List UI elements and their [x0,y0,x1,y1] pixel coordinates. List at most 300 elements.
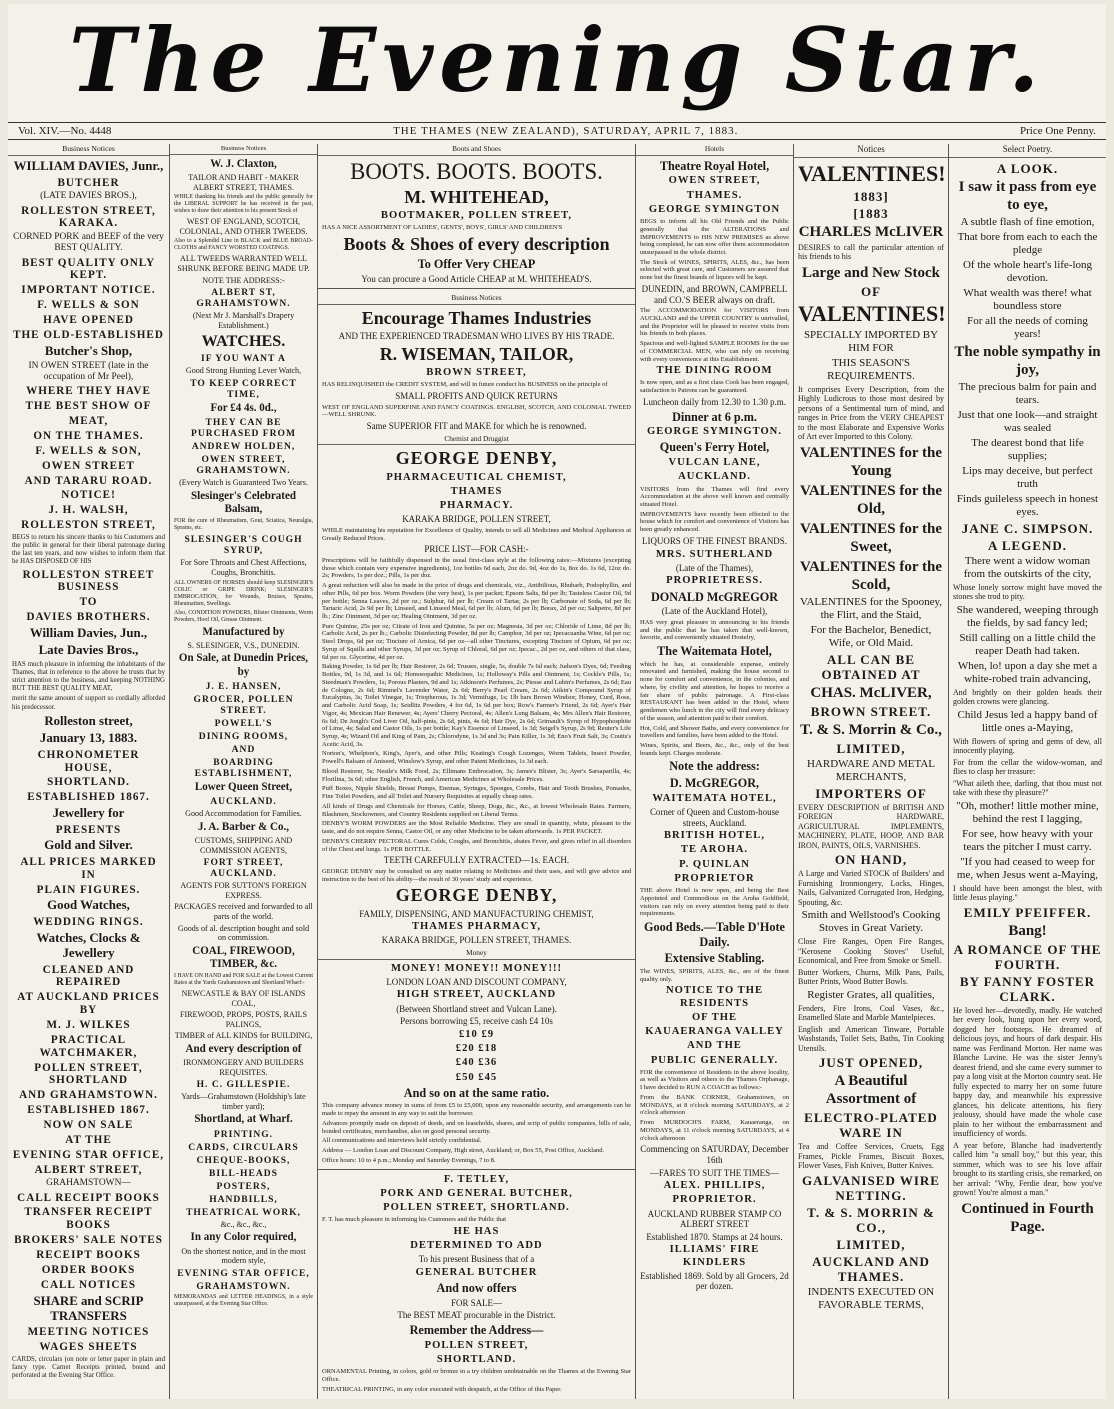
ad-text: CLEANED AND REPAIRED [42,963,135,989]
masthead [8,4,1106,122]
ad-text: PRINTING. [213,1128,274,1140]
ad-text: The ACCOMMODATION for VISITORS from AUCKLAND and the UPPER COUNTRY is unrivalled, and the Proprietor will be pleased to receive visits from his friends in both places. [640,307,789,338]
ad-text: OWEN STREET, [668,175,761,187]
ad-text: Address — London Loan and Discount Company, High street, Auckland; or, Box 55, Post Office, Auckland. [322,1147,605,1155]
ad-text: VALENTINES for the Young [800,444,942,479]
ad-text: (Late of the Thames), [675,562,754,573]
ad-text: J. E. HANSEN, [205,680,282,692]
ad-text: GALVANISED WIRE NETTING. [802,1172,940,1203]
ad-text: POWELL'S [214,717,273,729]
ad-text: WILLIAM DAVIES, Junr., [13,159,164,174]
ad-text: Pure Quinine, 25s per oz; Citrate of Iron and Quinine, 5s per oz; Magnesia, 3d per oz; Chloride of Lime, 8d per lb; Carbolic Acid, 2s per lb.; Carbolic Disinfecting Powder, 8d per lb; Camphor, 3d per oz; Ipecacuanha Wine, 6d per oz; Steel Drops, 6d per oz; Tincture of Arnica, 6d per oz—all other Tinctures, excepting Tincture of Opium, 6d per oz; Syrup of Squills and other Syrups, 3d per oz; Syrup of Chloral, 6d per oz; Ipecac., 2d per oz, and others of that class, 6d per oz. Glycerine, 4d per oz. [322,622,631,661]
ad-text: PORK AND GENERAL BUTCHER, [380,1187,573,1199]
ad-text: AT THE [65,1133,112,1146]
ad-text: For the Bachelor, Benedict, Wife, or Old Maid. [810,623,932,649]
ad-text: THEY CAN BE PURCHASED FROM [191,417,296,440]
ad-text: A subtle flash of fine emotion, [960,215,1095,228]
ad-text: A LOOK. [996,160,1059,176]
ad-text: Corner of Queen and Custom-house streets, Auckland. [649,806,780,828]
place-and-date: THE THAMES (NEW ZEALAND), SATURDAY, APRIL 7, 1883. [393,125,739,137]
ad-text: Office hours: 10 to 4 p.m.; Monday and Saturday Evenings, 7 to 8. [322,1156,496,1164]
ad-text: BEGS to return his sincere thanks to his Customers and the public in general for their liberal patronage during the last ten years, and now wishes to inform them that he HAS DISPOSED OF HIS [12,534,165,566]
ad-text: Good Watches, [47,898,130,913]
ad-text: SLESINGER'S COUGH SYRUP, [184,534,303,557]
ad-text: On the shortest notice, and in the most modern style, [181,1246,306,1266]
ad-text: For see, how heavy with your tears the pitcher I must carry. [962,827,1093,853]
ad-text: ALBERT ST, GRAHAMSTOWN. [196,287,291,310]
ad-text: GENERAL BUTCHER [415,1266,538,1278]
ad-text: PROPRIETOR. [672,1194,757,1206]
ad-text: VALENTINES! [798,300,946,326]
ad-text: POLLEN STREET, [424,1339,529,1351]
ad-text: T. & S. Morrin & Co., [800,721,942,738]
section-header: Business Notices [170,144,317,155]
ad-text: AND GRAHAMSTOWN. [19,1089,158,1102]
ad-text: Persons borrowing £5, receive cash £4 10s [400,1016,553,1027]
ad-text: DINING ROOMS, [198,730,289,742]
ad-text: CHRONOMETER HOUSE, [37,748,140,774]
ad-text: "Oh, mother! little mother mine, behind the rest I lagging, [956,799,1099,825]
ad-text: ROLLESTON STREET BUSINESS [22,568,155,594]
ad-text: &c., &c., &c., [220,1219,267,1229]
ad-text: ORDER BOOKS [41,1263,136,1276]
ad-text: Manufactured by [202,625,285,638]
ad-text: Good Beds.—Table D'Hote Daily. [644,919,785,949]
ad-text: I should have been amongst the blest, with little Jesus playing." [953,883,1102,902]
ad-text: HAS RELINQUISHED the CREDIT SYSTEM, and will in future conduct his BUSINESS on the principle of [322,381,608,389]
section-header: Chemist and Druggist [318,434,635,446]
ad-text: Norton's, Whelpton's, King's, Ayer's, and other Pills; Keating's Cough Lozenges, Worm Tablets, Insect Powder, Powell's Balsam of Aniseed, Winslow's Syrup, and other Patent Medicines, 1s 3d each. [322,750,631,766]
ad-text: PRICE LIST—FOR CASH:- [424,544,529,555]
ad-text: Queen's Ferry Hotel, [659,440,770,455]
ad-text: And brightly on their golden heads their golden crowns were glancing. [953,687,1102,706]
ad-text: WAITEMATA HOTEL, [652,792,777,804]
ad-text: M. WHITEHEAD, [404,186,549,207]
ad-text: ESTABLISHED 1867. [27,1104,150,1117]
ad-text: CARDS, circulars (on note or letter paper in plain and fancy type. Carnet Receipts printed, bound and perforated at the Evening Star Office. [12,1356,165,1380]
ad-text: £20 £18 [455,1043,498,1055]
ad-text: WAGES SHEETS [39,1341,138,1354]
ad-text: THE above Hotel is now open, and being the Best Appointed and Commodious on the Aroha Goldfield, visitors can rely on every attention being paid to their requirements. [640,887,789,918]
ad-text: GEORGE DENBY, [395,885,558,906]
ad-text: WATCHES. [201,333,286,351]
ad-text: RECEIPT BOOKS [36,1249,141,1262]
ad-text: CHEQUE-BOOKS, [196,1154,291,1166]
ad-text: NEWCASTLE & BAY OF ISLANDS COAL, [181,989,306,1008]
ad-text: DENBY'S WORM POWDERS are the Most Reliable Medicine. They are small in quantity, white, pleasant to the taste, and do not require Senna, Castor Oil, or any other Medicine to be taken afterwards. 1s PER PACKET. [322,820,631,836]
ad-text: FORT STREET, AUCKLAND. [203,857,284,880]
ad-text: IMPORTERS OF [815,785,927,801]
ad-text: From MURDOCH'S FARM, Kauaeranga, on MONDAYS, at 11 o'clock morning SATURDAYS, at 4 o'clock afternoon [640,1119,789,1142]
ad-text: GROCER, POLLEN STREET. [193,693,294,716]
column-5 [794,144,949,1399]
ad-text: BRITISH HOTEL, [663,830,765,842]
ad-text: Also, CONDITION POWDERS, Blister Ointments, Worm Powders, Hoof Oil, Grease Ointment. [174,609,313,623]
ad-text: When, lo! upon a day she met a white-robed train advancing, [957,659,1098,685]
ad-text: 1883] [853,188,889,204]
ad-text: WHILE thanking his friends and the public generally for the LIBERAL SUPPORT he has received in the past, wishes to draw their attention to his present Stock of [174,194,313,215]
ad-text: (Next Mr J. Marshall's Drapery Establishment.) [192,311,295,330]
ad-text: Wines, Spirits, and Beers, &c., &c., only of the best brands kept. Charges moderate. [640,741,789,757]
ad-text: EVENING STAR OFFICE, [12,1148,165,1161]
ad-text: £50 £45 [455,1071,498,1083]
ad-text: (Every Watch is Guaranteed Two Years. [179,478,308,488]
ad-text: Finds guileless speech in honest eyes. [956,492,1099,518]
ad-text: Whose lonely sorrow might have moved the stones she trod to pity. [953,582,1102,601]
newspaper-title: The Evening Star. [69,8,1045,112]
ad-text: Butter Workers, Churns, Milk Pans, Pails, Butter Prints, Wood Butter Bowls. [798,967,944,986]
ad-text: ORNAMENTAL Printing, in colors, gold or bronze in a try children unobtainable on the Thames at the Evening Star Office. [322,1368,631,1383]
ad-text: AND [231,743,256,755]
ad-text: AUCKLAND. [210,796,277,808]
ad-text: Lips may deceive, but perfect truth [962,464,1093,490]
ad-text: HARDWARE AND METAL MERCHANTS, [806,757,936,783]
ad-text: PUBLIC GENERALLY. [650,1054,779,1066]
ad-text: AUCKLAND AND THAMES. [812,1253,930,1284]
ad-text: Close Fire Ranges, Open Fire Ranges, "Kerosene Cooking Stoves" Useful, Economical, and Free from Smoke or Smell. [798,937,944,965]
ad-text: HANDBILLS, [209,1193,278,1205]
ad-text: That bore from each to each the pledge [957,230,1098,256]
ad-text: THAMES. [686,189,743,201]
ad-text: Established 1870. Stamps at 24 hours. [646,1231,783,1242]
ad-text: Bang! [1008,922,1047,939]
ad-text: BUTCHER [57,176,120,189]
ad-text: ALL PRICES MARKED IN [20,855,157,881]
dateline-bar [8,122,1106,140]
ad-text: JUST OPENED, [818,1055,924,1070]
section-header: Select Poetry. [949,144,1106,158]
ad-text: Theatre Royal Hotel, [659,158,770,173]
price: Price One Penny. [1020,125,1096,137]
ad-text: SMALL PROFITS AND QUICK RETURNS [395,390,558,401]
ad-text: And now offers [436,1281,517,1296]
ad-text: J. A. Barber & Co., [198,820,289,833]
ad-text: HIGH STREET, AUCKLAND [396,989,557,1001]
ad-text: OWEN STREET, GRAHAMSTOWN. [196,454,291,477]
ad-text: Advances promptly made on deposit of deeds, and on leaseholds, shares, and scrip of public companies, bills of sale, bonded certificates, merchandise, also on good personal security. [322,1119,631,1135]
ad-text: Tea and Coffee Services, Cruets, Egg Frames, Pickle Frames, Biscuit Boxes, Flower Vases, Fish Knives, Butter Knives. [798,1142,944,1170]
ad-text: And so on at the same ratio. [403,1085,550,1100]
ad-text: Puff Boxes, Nipple Shields, Breast Pumps, Enemas, Syringes, Sponges, Combs, Hair and Tooth Brushes, Pomades, Fine Toilet Powders, and all Toilet and Nursery Requisites at equally cheap rates. [322,785,631,801]
ad-text: FIREWOOD, PROPS, POSTS, RAILS PALINGS, [179,1010,308,1029]
ad-text: TRANSFER RECEIPT BOOKS [24,1206,153,1232]
ad-text: CARDS, CIRCULARS [188,1141,299,1153]
ad-text: Extensive Stabling. [664,951,765,966]
ad-text: VISITORS from the Thames will find every Accommodation at the above well known and centrally situated Hotel. [640,485,789,508]
ad-text: HAS much pleasure in informing the inhabitants of the Thames, that in reference to the above he trusts that by strict attention to the business, and keeping NOTHING BUT THE BEST QUALITY MEAT, [12,660,165,693]
ad-text: THIS SEASON'S REQUIREMENTS. [827,356,915,382]
ad-text: To Offer Very CHEAP [417,257,536,272]
ad-text: VULCAN LANE, [668,457,761,469]
ad-text: A ROMANCE OF THE FOURTH. [953,941,1102,972]
ad-text: It comprises Every Description, from the Highly Ludicrous to those most desired by persons of a Sentimental turn of mind, and ranges in Price from the VERY CHEAPEST to the most Elaborate and Expensive Works of Art ever Imported to this Colony. [798,384,944,441]
ad-text: POLLEN STREET, SHORTLAND [34,1061,143,1087]
ad-text: For all the needs of coming years! [967,314,1088,340]
ad-text: BROWN STREET. [810,703,932,719]
ad-text: Continued in Fourth Page. [961,1200,1094,1235]
ad-text: GEORGE DENBY, [395,448,558,469]
ad-text: A Large and Varied STOCK of Builders' and Furnishing Ironmongery, Locks, Hinges, Nails, Galvanized Corrugated Iron, Hedging, Spouting, &c. [798,869,944,907]
ad-text: TO KEEP CORRECT TIME, [190,377,297,400]
ad-text: M. J. WILKES [46,1019,131,1031]
ad-text: JANE C. SIMPSON. [961,520,1094,536]
ad-text: The WINES, SPIRITS, ALES, &c., are of the finest quality only. [640,967,789,983]
ad-text: TO [79,596,98,609]
ad-text: DENBY'S CHERRY PECTORAL Cures Colds, Coughs, and Bronchitis, abates Fever, and gives relief in all disorders of the Chest and lungs. 1s PER BOTTLE. [322,837,631,853]
ad-text: FAMILY, DISPENSING, AND MANUFACTURING CHEMIST, [359,908,594,919]
ad-text: GEORGE SYMINGTON. [647,426,782,438]
ad-text: WHERE THEY HAVE [26,385,151,398]
ad-text: LIQUORS OF THE FINEST BRANDS. [642,535,787,546]
ad-text: GEORGE SYMINGTON [648,203,781,215]
ad-text: English and American Tinware, Portable Washstands, Toilet Sets, Baths, Tin Cooking Utensils. [798,1024,944,1053]
ad-text: The dearest bond that life supplies; [971,436,1084,462]
ad-text: AT AUCKLAND PRICES BY [17,991,160,1017]
ad-text: Remember the Address— [409,1323,544,1338]
ad-text: Shortland, at Wharf. [194,1113,293,1126]
ad-text: H. C. GILLESPIE. [196,1079,291,1091]
ad-text: DESIRES to call the particular attention of his friends to his [798,242,944,261]
ad-text: F. WELLS & SON, [35,444,142,457]
ad-text: CORNED PORK and BEEF of the very BEST QUALITY. [13,232,164,254]
ad-text: All kinds of Drugs and Chemicals for Horses, Cattle, Sheep, Dogs, &c., &c., at lowest Wholesale Rates. Farmers, Blashmen, Stockowners, and Country Residents supplied on Liberal Terms. [322,802,631,818]
ad-text: INDENTS EXECUTED ON FAVORABLE TERMS, [807,1285,935,1311]
ad-text: The precious balm for pain and tears. [958,380,1097,406]
ad-text: I saw it pass from eye to eye, [958,178,1097,213]
ad-text: Yards—Grahamstown (Holdship's late timber yard); [181,1092,306,1111]
ad-text: VALENTINES for the Sweet, [800,520,942,555]
ad-text: Child Jesus led a happy band of little ones a-Maying, [957,708,1098,734]
ad-text: AND TARARU ROAD. [24,474,153,487]
ad-text: BEST QUALITY ONLY KEPT. [21,256,156,282]
ad-text: ALBERT STREET, [34,1163,143,1176]
ad-text: Luncheon daily from 12.30 to 1.30 p.m. [643,396,786,407]
ad-text: —FARES TO SUIT THE TIMES— [649,1167,780,1178]
section-header: Business Notices [318,293,635,305]
ad-text: "What aileth thee, darling, that thou must not take with these thy pleasure?" [953,778,1102,797]
ad-text: KARAKA BRIDGE, POLLEN STREET, [402,514,551,525]
ad-text: THE BEST SHOW OF [25,400,152,413]
ad-text: TAILOR AND HABIT - MAKER ALBERT STREET, THAMES. [188,173,299,192]
ad-text: Jewellery for [52,806,125,821]
ad-text: He loved her—devotedly, madly. He watched her every look, hung upon her every word, dogged her footsteps. He dreamed of delicious joys, and hours of dark despair. His name was Ferdinand Morton. Her name was Blanche Lavine. He was the sister Jenny's dearest friend, and she came every summer to pay a long visit at the Morton country seat. He fully expected to marry her on some future happy day, and meanwhile his expressive glances, his delicate attentions, his fiery jealousy, should have made the whole case plain to her without the embarrassment and insufficiency of words. [953,1005,1102,1138]
ad-text: CHARLES McLIVER [798,223,944,240]
ad-text: January 13, 1883. [39,731,138,746]
column-4 [636,144,794,1399]
ad-text: PROPRIETRESS. [666,575,763,587]
ad-text: NOW ON SALE [43,1119,134,1132]
ad-text: The noble sympathy in joy, [954,343,1101,378]
ad-text: BILL-HEADS [209,1167,278,1179]
ad-text: D. McGREGOR, [669,776,760,791]
ad-text: [1883 [853,205,889,221]
ad-text: PRACTICAL WATCHMAKER, [39,1033,138,1059]
ad-text: ESTABLISHED 1867. [27,791,150,804]
ad-text: merit the same amount of support so cordially afforded his predecessor. [12,695,165,711]
ad-text: Also to a Splendid Line in BLACK and BLUE BROAD-CLOTHS and FANCY WORSTED COATINGS. [174,238,313,252]
ad-text: (Between Shortland street and Vulcan Lane). [396,1003,557,1014]
ad-text: GRAHAMSTOWN— [46,1178,131,1189]
ad-text: THAMES PHARMACY, [411,921,542,933]
ad-text: MEMORANDAS and LETTER HEADINGS, in a style unsurpassed, at the Evening Star Office. [174,1293,313,1307]
ad-text: To his present Business that of a [418,1254,535,1265]
ad-text: T. & S. MORRIN & CO., [807,1204,935,1235]
ad-text: Register Grates, all qualities, [807,988,935,1001]
ad-text: VALENTINES for the Old, [800,482,942,517]
ad-text: All communications and interviews held strictly confidential. [322,1137,482,1145]
ad-text: LIMITED, [836,1236,906,1252]
ad-text: Note the address: [669,759,760,774]
ad-text: ELECTRO-PLATED WARE IN [804,1110,938,1140]
ad-text: Spacious and well-lighted SAMPLE ROOMS for the use of COMMERCIAL MEN, who can rely on receiving with every convenience at this Establishment. [640,340,789,363]
ad-text: MRS. SUTHERLAND [655,548,774,560]
ad-text: J. H. WALSH, [48,504,129,517]
ad-text: There went a widow woman from the outskirts of the city, [963,554,1092,580]
ad-text: MEAT, [68,415,109,428]
ad-text: BEGS to inform all his Old Friends and the Public generally that the ALTERATIONS and IMPROVEMENTS to HIS NEW PREMISES as above being completed, he can now offer them accommodation unsurpassed in the whole district. [640,218,789,256]
ad-text: WHILE maintaining his reputation for Excellence of Quality, intends to sell all Medicines and Medical Appliances at Greatly Reduced Prices. [322,526,631,542]
ad-text: TIMBER of ALL KINDS for BUILDING, [174,1031,313,1041]
ad-text: Boots & Shoes of every description [343,233,610,254]
section-header: Boots and Shoes [318,144,635,156]
column-2 [170,144,318,1399]
ad-text: The Stock of WINES, SPIRITS, ALES, &c., has been selected with great care, and Customers are assured that none but the finest brands of liquors will be kept. [640,258,789,282]
ad-text: Just that one look—and straight was sealed [957,408,1098,434]
ad-text: Watches, Clocks & Jewellery [36,930,141,961]
ad-text: HE HAS [453,1225,500,1237]
ad-text: BOOTS. BOOTS. BOOTS. [350,158,603,184]
ad-text: CALL RECEIPT BOOKS [17,1191,160,1204]
ad-text: ALL OWNERS OF HORSES should keep SLESINGER'S COLIC or GRIPE DRINK; SLESINGER'S EMBROCATION, for Wounds, Bruises, Sprains, Rheumatism, Swellings. [174,579,313,607]
ad-text: BY FANNY FOSTER CLARK. [959,973,1096,1004]
column-6 [949,144,1106,1399]
ad-text: Hot, Cold, and Shower Baths, and every convenience for travellers and families, have been added to the Hotel. [640,724,789,740]
ad-text: (Late of the Auckland Hotel), [661,606,768,617]
volume-number: Vol. XIV.—No. 4448 [18,125,112,137]
ad-text: THEATRICAL WORK, [186,1206,301,1218]
ad-text: IN OWEN STREET (late in the occupation of Mr Peel), [28,361,149,383]
ad-text: ALL CAN BE OBTAINED AT [821,651,921,682]
ad-text: Lower Queen Street, [194,781,293,794]
ad-text: Prescriptions will be faithfully dispensed in the usual first-class style at the following rates:—Mixtures (excepting those which contain very expensive ingredients), 1oz bottles 6d each, 2oz do. 9d, 4oz do 1s, 8oz do. 1s 6d, 12oz do. 2s; Powders, 1s per doz.; Pills, 1s per doz. [322,556,631,580]
ad-text: Is now open, and as a first class Cook has been engaged, satisfaction to Patrons can be guaranteed. [640,379,789,395]
ad-text: PHARMACY. [439,499,514,511]
ad-text: A Beautiful Assortment of [825,1073,917,1107]
ad-text: Encourage Thames Industries [361,308,592,329]
ad-text: AND THE [687,1040,742,1052]
ad-text: Good Strong Hunting Lever Watch, [185,366,302,376]
ad-text: OF THE [691,1011,738,1023]
ad-text: R. WISEMAN, TAILOR, [379,343,574,364]
ad-text: Fenders, Fire Irons, Coal Vases, &c., Enamelled Slate and Marble Mantelpieces. [798,1003,944,1022]
ad-text: IF YOU WANT A [201,353,286,365]
divider [318,288,635,289]
ad-text: Dinner at 6 p.m. [672,409,757,424]
ad-text: Butcher's Shop, [44,343,133,358]
ad-text: CHAS. McLIVER, [810,684,932,701]
ad-text: COAL, FIREWOOD, TIMBER, &c. [192,944,295,970]
ad-text: SHORTLAND. [436,1353,517,1365]
ad-text: A year before, Blanche had inadvertently called him "a small boy," but this year, this summer, which was to see his love affair brought to its startling crisis, she remarked, on her arrival: "Why, Ferdie dear, how you've grown! You're almost a man." [953,1140,1102,1197]
ad-text: ON HAND, [834,852,908,867]
ad-text: £10 £9 [458,1028,495,1040]
ad-text: PHARMACEUTICAL CHEMIST, [386,471,567,483]
ad-text: DETERMINED TO ADD [410,1240,543,1252]
ad-text: AGENTS FOR SUTTON'S FOREIGN EXPRESS. [180,881,307,900]
ad-text: KAUAERANGA VALLEY [645,1026,784,1038]
ad-text: On Sale, at Dunedin Prices, by [178,652,309,678]
ad-text: In any Color required, [190,1231,297,1244]
ad-text: For from the cellar the widow-woman, and flies to clasp her treasure: [953,757,1102,776]
ad-text: POLLEN STREET, SHORTLAND. [383,1201,570,1213]
ad-text: Large and New Stock [802,264,940,281]
newspaper-page [8,4,1106,1399]
column-1 [8,144,170,1399]
ad-text: OF [860,283,882,299]
ad-text: IRONMONGERY AND BUILDERS REQUISITES. [183,1058,304,1077]
ad-text: which he has, at considerable expense, entirely renovated and furnished, making the house second to none for comfort and convenience, in the colonies, and where, by civility and attention, he hopes to receive a fair share of public patronage. A First-class RESTAURANT has been added to the Hotel, where gentlemen who lunch in the city will find every delicacy of the season, and attention paid to their comfort. [640,660,789,722]
divider [318,1169,635,1170]
ad-text: SHARE and SCRIP TRANSFERS [33,1293,144,1324]
ad-text: F. TETLEY, [443,1173,510,1185]
ad-text: FOR the convenience of Residents in the above locality, as well as Visitors and others to the Thames Orphanage, I have decided to RUN A COACH as follows:- [640,1068,789,1092]
ad-text: Slesinger's Celebrated Balsam, [191,489,296,516]
ad-text: William Davies, Jun., [29,626,148,641]
ad-text: PROPRIETOR [674,872,755,884]
ad-text: She wandered, weeping through the fields, by sad fancy led; [956,603,1099,629]
ad-text: NOTE THE ADDRESS:- [202,275,285,285]
ad-text: ROLLESTON STREET, KARAKA. [21,204,156,230]
ad-text: DUNEDIN, and BROWN, CAMPBELL and CO.'S BEER always on draft. [641,283,788,305]
ad-text: VALENTINES for the Scold, [800,558,942,593]
section-header: Hotels [636,144,793,156]
ad-text: IMPROVEMENTS have recently been effected to the house which for comfort and convenience of Visitors has been greatly enhanced. [640,510,789,534]
ad-text: NOTICE TO THE RESIDENTS [665,985,764,1009]
ad-text: HAS A NICE ASSORTMENT OF LADIES', GENTS', BOYS', GIRLS' AND CHILDREN'S [322,224,563,232]
ad-text: VALENTINES for the Spooney, the Flirt, and the Staid, [799,595,943,621]
ad-text: IMPORTANT NOTICE. [21,284,156,297]
ad-text: From the BANK CORNER, Grahamstown, on MONDAYS, at 8 o'clock morning SATURDAYS, at 2 o'clock afternoon [640,1093,789,1117]
ad-text: CUSTOMS, SHIPPING AND COMMISSION AGENTS, [194,836,293,855]
ad-text: Rolleston street, [44,713,133,728]
ad-text: Good Accommodation for Families. [185,809,302,819]
ad-text: W. J. Claxton, [210,157,277,170]
ad-text: KARAKA BRIDGE, POLLEN STREET, THAMES. [381,935,572,946]
ad-text: ON THE THAMES. [33,430,144,443]
ad-text: ANDREW HOLDEN, [191,441,296,453]
ad-text: Of the whole heart's life-long devotion. [962,258,1093,284]
ad-text: Baking Powder, 1s 6d per lb; Hair Restorer, 2s 6d; Trusses, single, 5s, double 7s 6d each; Judson's Dyes, 6d; Feeding Bottles, 9d, 1s 3d, and 1s 6d; Homoeopathic Medicines, 1s; Holloway's Pills and Ointment, 1s; Cockle's Pills, 1s; Steedman's Powders, 1s; Porous Plasters, 9d and 1s; Atkinson's Perfumes, 2s; Piesse and Lubin's Perfumes, 2s 6d; Eau de Cologne, 2s 6d; Rimmel's Lavender Water, 2s 6d; Berry's Pearl Cream, 2s 6d; Aitkin's Compound Syrup of Eucalyptus, 3s; Toilet Vinegar, 1s; Triopherous, 1s 3d; Vermifuge, 1s; 1lb bars Brown Windsor, Honey, Curd, Rose, and Carbolic Acid Soap, 1s; Seidlitz Powders, 4 for 6d, 1s 6d per box; Row's Farmer's Friend, 2s 6d; Ayer's Hair Vigor, 4s; Mexican Hair Renewer, 4s; Ayers' Cherry Pectoral, 4s; Allen's Lung Balsam, 4s; Mrs Allen's Hair Restorer, 6s 6d; De Jongh's Cod Liver Oil, half-pints, 2s 6d, pints, 4s 6d; Hair Dye, 2s 6d; Grimault's Syrup of Hypophosphite of Lime, 4s; Salad and Castor Oils, 1s per bottle; Kay's Essence of Linseed, 1s 3d; Seigel's Syrup, 2s 9d; Reuter's Life Syrup, 4s; Wizard Oil and King of Pain, 2s; Chlorodyne, 1s 3d and 3s; Pain Killer, 1s 3d; Eno's Fruit Salt, 3s; Coutts's Acetic Acid, 3s. [322,663,631,748]
ad-text: FOR SALE— [451,1297,502,1308]
ad-text: ILLIAMS' FIRE KINDLERS [669,1244,760,1268]
ad-text: For Sore Throats and Chest Affections, Coughs, Bronchitis. [180,558,307,578]
ad-text: HAVE OPENED [43,314,134,327]
ad-text: What wealth was there! what boundless store [963,286,1092,312]
ad-text: A great reduction will also be made in the price of drugs and chemicals, viz., Antibilious, Rhubarb, Podophyllin, and other Pills, 6d per box. Worm Powders (the very best), 1s per packet; Epsom Salts, 8d per lb; Tasteless Castor Oil, 9d per bottle; Senna Leaves, 2d per oz.; Sulphur, 6d per lb; Cream of Tartar, 2s per lb; Carbonate of Soda, 6d per lb; Tartaric Acid, 2s 9d per lb; Linseed, and Linseed Meal, 6d per lb; Alum, 6d per lb; Borax, 2d per oz; Saltpetre, 8d per lb.; Zinc Ointment, 3d per oz; Healing Ointment, 3d per oz. [322,582,631,620]
ad-text: OWEN STREET [42,459,135,472]
ad-text: (LATE DAVIES BROS.), [40,191,137,202]
ad-text: The Waitemata Hotel, [657,643,772,658]
ad-text: PRESENTS [55,823,122,836]
ad-text: WEST OF ENGLAND SUPERFINE AND FANCY COATINGS. ENGLISH, SCOTCH, AND COLONIAL TWEED—WELL SHRUNK. [322,403,631,419]
columns [8,144,1106,1399]
section-header: Business Notices [8,144,169,156]
ad-text: PLAIN FIGURES. [36,883,141,896]
ad-text: And every description of [185,1042,302,1055]
ad-text: Commencing on SATURDAY, December 16th [640,1144,789,1165]
ad-text: Smith and Wellstood's Cooking Stoves in Great Variety. [801,909,941,934]
ad-text: DAVIES BROTHERS. [26,611,151,624]
